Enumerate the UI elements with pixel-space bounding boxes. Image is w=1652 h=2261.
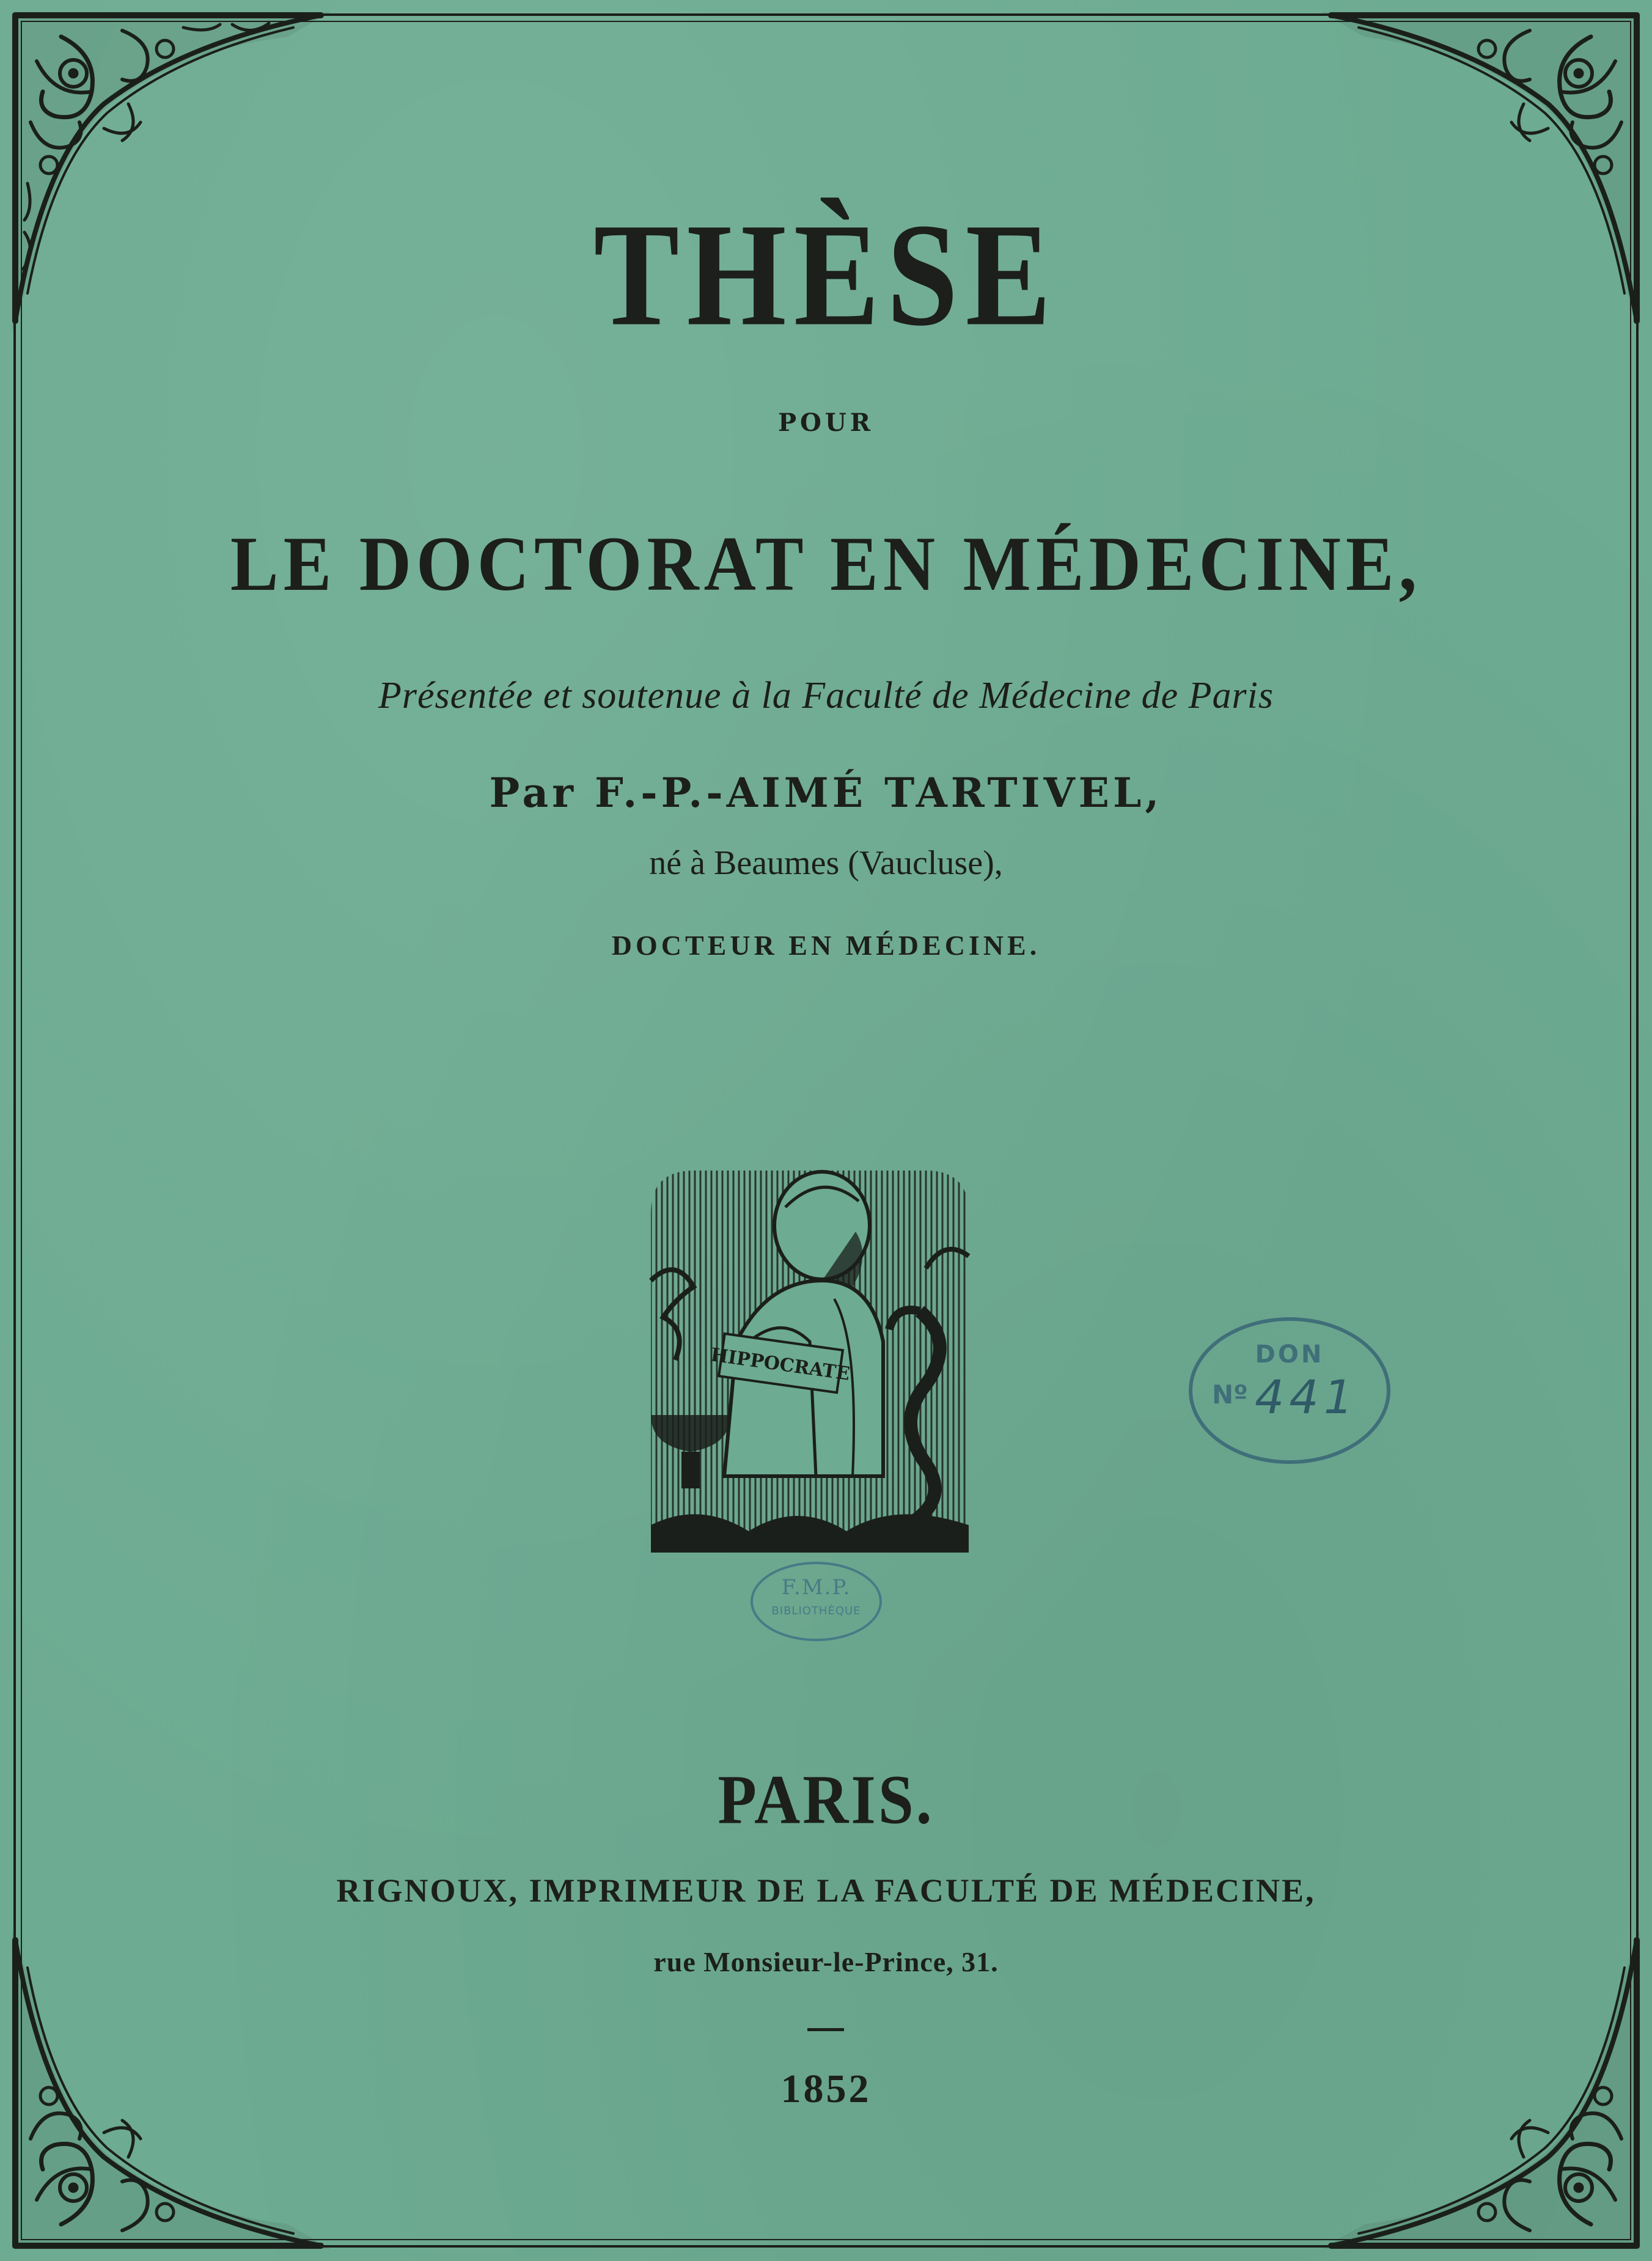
donation-stamp-number: 441 [1255, 1370, 1359, 1424]
library-stamp-ring [751, 1562, 882, 1641]
author-line: Par F.-P.-AIMÉ TARTIVEL, [489, 769, 1163, 817]
imprint-year: 1852 [780, 2067, 872, 2111]
imprint-city: PARIS. [718, 1761, 934, 1839]
thesis-title: THÈSE [593, 193, 1059, 357]
presentation-line: Présentée et soutenue à la Faculté de Médecine de Paris [378, 675, 1274, 716]
donation-stamp [1189, 1317, 1390, 1464]
donation-stamp-label: DON [1255, 1340, 1324, 1369]
pour-line: POUR [777, 408, 875, 437]
imprint-printer: RIGNOUX, IMPRIMEUR DE LA FACULTÉ DE MÉDECINE, [336, 1872, 1316, 1909]
library-stamp [751, 1562, 882, 1641]
donation-stamp-number-prefix: Nº [1212, 1380, 1248, 1410]
degree-line: DOCTEUR EN MÉDECINE. [611, 930, 1041, 961]
birthplace-line: né à Beaumes (Vaucluse), [649, 844, 1003, 882]
library-stamp-label: BIBLIOTHÈQUE [771, 1605, 861, 1617]
imprint-rule [807, 2028, 844, 2031]
hippocrates-vignette [639, 1158, 981, 1562]
imprint-address: rue Monsieur-le-Prince, 31. [653, 1946, 999, 1977]
vignette-inscription: HIPPOCRATE [709, 1344, 851, 1385]
thesis-subtitle: LE DOCTORAT EN MÉDECINE, [230, 520, 1422, 608]
library-stamp-initials: F.M.P. [781, 1575, 851, 1600]
